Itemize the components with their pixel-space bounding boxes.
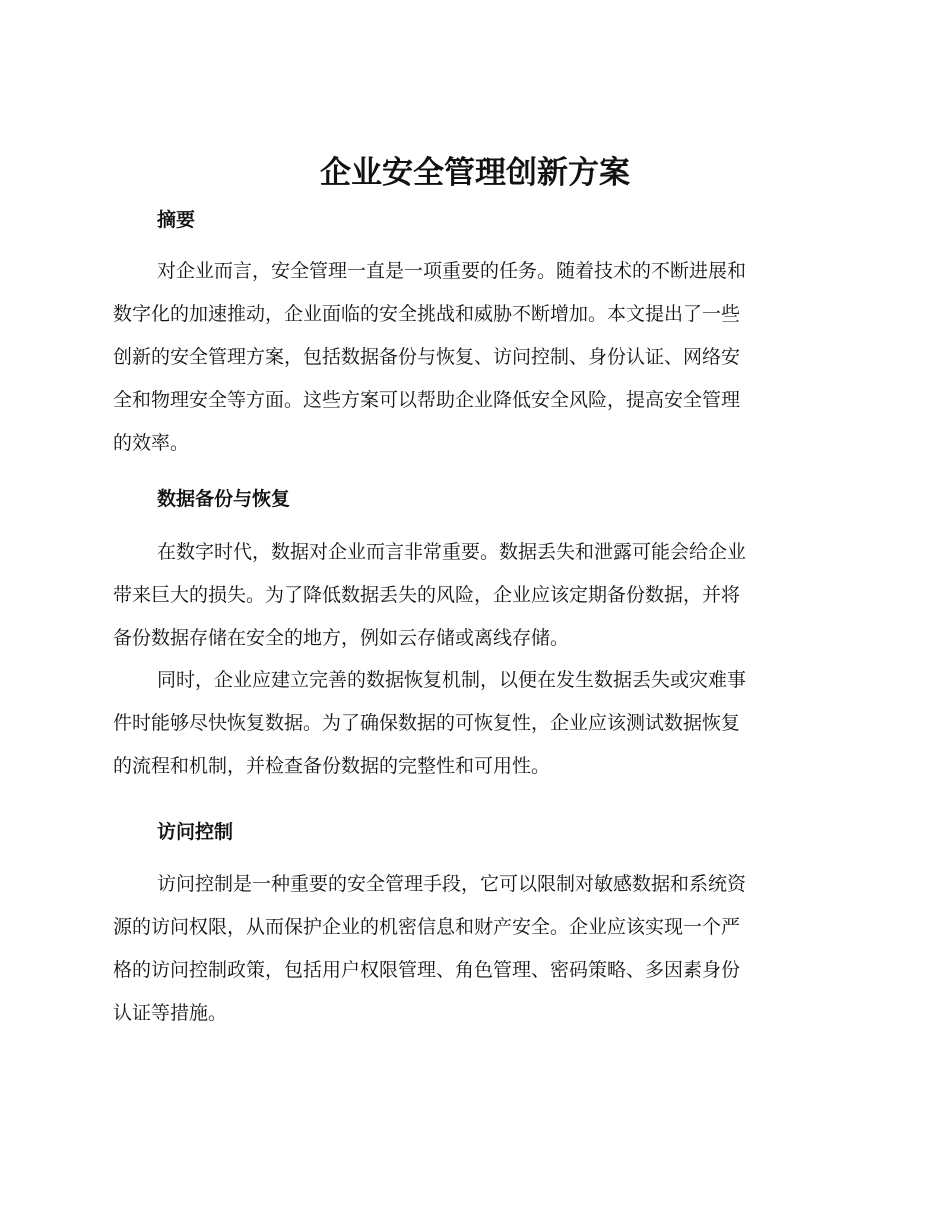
paragraph-access-control	[113, 863, 833, 1035]
text-line: 格的访问控制政策，包括用户权限管理、角色管理、密码策略、多因素身份	[113, 959, 741, 981]
paragraph-data-backup-1	[113, 531, 833, 660]
paragraph-data-backup-2	[113, 659, 833, 788]
text-line: 源的访问权限，从而保护企业的机密信息和财产安全。企业应该实现一个严	[113, 916, 741, 938]
section-heading-access-control: 访问控制	[157, 821, 234, 843]
section-heading-data-backup: 数据备份与恢复	[157, 488, 291, 510]
document-title: 企业安全管理创新方案	[320, 155, 630, 191]
text-line: 带来巨大的损失。为了降低数据丢失的风险，企业应该定期备份数据，并将	[113, 584, 741, 606]
text-line: 访问控制是一种重要的安全管理手段，它可以限制对敏感数据和系统资	[157, 873, 747, 895]
text-line: 在数字时代，数据对企业而言非常重要。数据丢失和泄露可能会给企业	[157, 541, 747, 563]
text-line: 创新的安全管理方案，包括数据备份与恢复、访问控制、身份认证、网络安	[113, 346, 741, 368]
text-line: 的流程和机制，并检查备份数据的完整性和可用性。	[113, 755, 551, 777]
text-line: 全和物理安全等方面。这些方案可以帮助企业降低安全风险，提高安全管理	[113, 389, 741, 411]
text-line: 认证等措施。	[113, 1002, 228, 1024]
section-heading-abstract: 摘要	[157, 209, 196, 231]
paragraph-abstract	[113, 250, 833, 465]
text-line: 的效率。	[113, 432, 190, 454]
text-line: 同时，企业应建立完善的数据恢复机制，以便在发生数据丢失或灾难事	[157, 669, 747, 691]
text-line: 件时能够尽快恢复数据。为了确保数据的可恢复性，企业应该测试数据恢复	[113, 712, 741, 734]
text-line: 备份数据存储在安全的地方，例如云存储或离线存储。	[113, 627, 570, 649]
text-line: 对企业而言，安全管理一直是一项重要的任务。随着技术的不断进展和	[157, 260, 747, 282]
text-line: 数字化的加速推动，企业面临的安全挑战和威胁不断增加。本文提出了一些	[113, 303, 741, 325]
